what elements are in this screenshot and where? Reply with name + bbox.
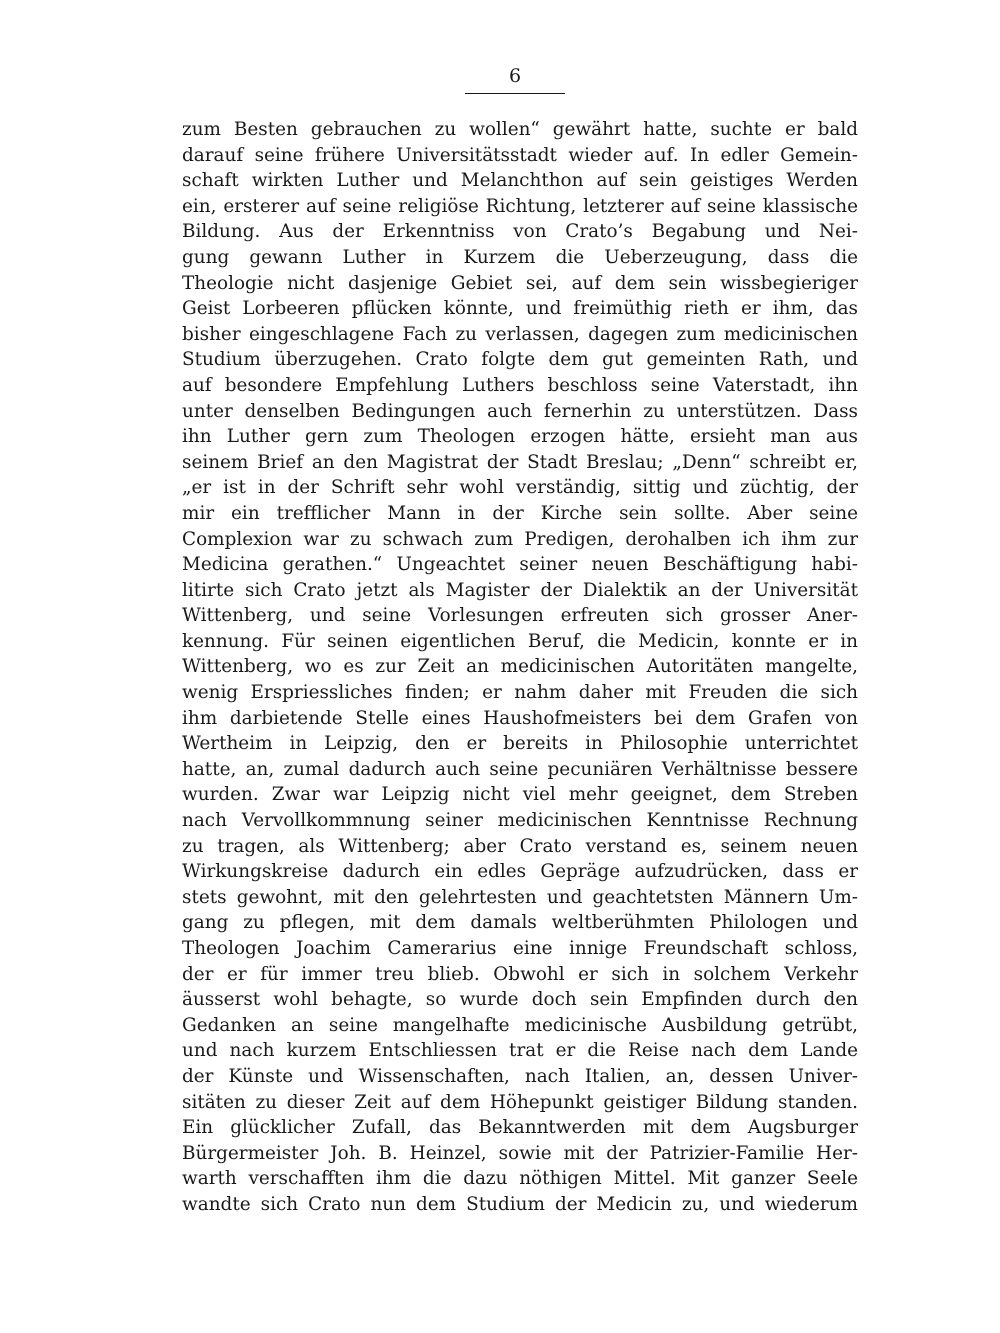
text-line: Ein glücklicher Zufall, das Bekanntwerden mit dem Augsburger	[182, 1117, 858, 1139]
text-line: stets gewohnt, mit den gelehrtesten und geachtetsten Männern Um-	[182, 886, 858, 908]
text-line: Wirkungskreise dadurch ein edles Gepräge aufzudrücken, dass er	[182, 861, 858, 883]
text-line: wandte sich Crato nun dem Studium der Medicin zu, und wiederum	[182, 1193, 858, 1215]
text-line: Geist Lorbeeren pflücken könnte, und freimüthig rieth er ihm, das	[182, 298, 858, 320]
text-line: zum Besten gebrauchen zu wollen“ gewährt hatte, suchte er bald	[182, 119, 858, 140]
body-text	[182, 117, 858, 1218]
text-line: Bildung. Aus der Erkenntniss von Crato’s Begabung und Nei-	[182, 221, 858, 243]
text-line: Medicina gerathen.“ Ungeachtet seiner neuen Beschäftigung habi-	[182, 554, 858, 576]
text-line: ihm darbietende Stelle eines Haushofmeisters bei dem Grafen von	[182, 707, 858, 729]
text-line: auf besondere Empfehlung Luthers beschloss seine Vaterstadt, ihn	[182, 374, 858, 396]
text-line: kennung. Für seinen eigentlichen Beruf, die Medicin, konnte er in	[182, 630, 858, 652]
text-line: seinem Brief an den Magistrat der Stadt Breslau; „Denn“ schreibt er,	[182, 451, 858, 473]
text-line: Gedanken an seine mangelhafte medicinische Ausbildung getrübt,	[182, 1014, 858, 1036]
text-line: äusserst wohl behagte, so wurde doch sein Empfinden durch den	[182, 989, 858, 1011]
text-line: der er für immer treu blieb. Obwohl er sich in solchem Verkehr	[182, 963, 858, 985]
text-line: Wittenberg, und seine Vorlesungen erfreuten sich grosser Aner-	[182, 605, 858, 627]
text-line: Theologie nicht dasjenige Gebiet sei, auf dem sein wissbegieriger	[182, 272, 858, 294]
text-line: litirte sich Crato jetzt als Magister der Dialektik an der Universität	[182, 579, 858, 601]
text-line: unter denselben Bedingungen auch fernerhin zu unterstützen. Dass	[182, 400, 858, 422]
text-line: gang zu pflegen, mit dem damals weltberühmten Philologen und	[182, 912, 858, 934]
text-line: bisher eingeschlagene Fach zu verlassen, dagegen zum medicinischen	[182, 323, 858, 345]
text-line: zu tragen, als Wittenberg; aber Crato verstand es, seinem neuen	[182, 835, 858, 857]
text-line: mir ein trefflicher Mann in der Kirche sein sollte. Aber seine	[182, 502, 858, 524]
text-line: „er ist in der Schrift sehr wohl verständig, sittig und züchtig, der	[182, 477, 858, 499]
text-line: der Künste und Wissenschaften, nach Italien, an, dessen Univer-	[182, 1065, 858, 1087]
text-line: Theologen Joachim Camerarius eine innige Freundschaft schloss,	[182, 938, 858, 959]
text-line: wenig Erspriessliches finden; er nahm daher mit Freuden die sich	[182, 682, 858, 704]
text-line: nach Vervollkommnung seiner medicinischen Kenntnisse Rechnung	[182, 810, 858, 832]
text-line: darauf seine frühere Universitätsstadt wieder auf. In edler Gemein-	[182, 144, 858, 166]
text-line: wurden. Zwar war Leipzig nicht viel mehr geeignet, dem Streben	[182, 784, 858, 806]
page-number: 6	[508, 65, 522, 87]
page-number-rule	[465, 93, 565, 94]
text-line: Wertheim in Leipzig, den er bereits in Philosophie unterrichtet	[182, 733, 858, 755]
text-line: Complexion war zu schwach zum Predigen, derohalben ich ihm zur	[182, 528, 858, 550]
text-line: schaft wirkten Luther und Melanchthon auf sein geistiges Werden	[182, 170, 858, 192]
text-line: und nach kurzem Entschliessen trat er die Reise nach dem Lande	[182, 1040, 858, 1062]
text-line: hatte, an, zumal dadurch auch seine pecuniären Verhältnisse bessere	[182, 758, 858, 780]
text-line: ihn Luther gern zum Theologen erzogen hätte, ersieht man aus	[182, 426, 858, 448]
text-line: warth verschafften ihm die dazu nöthigen Mittel. Mit ganzer Seele	[182, 1168, 858, 1190]
text-line: sitäten zu dieser Zeit auf dem Höhepunkt geistiger Bildung standen.	[182, 1091, 858, 1113]
text-line: gung gewann Luther in Kurzem die Ueberzeugung, dass die	[182, 246, 858, 268]
text-line: Bürgermeister Joh. B. Heinzel, sowie mit der Patrizier-Familie Her-	[182, 1142, 858, 1164]
text-line: Wittenberg, wo es zur Zeit an medicinischen Autoritäten mangelte,	[182, 656, 858, 678]
text-line: Studium überzugehen. Crato folgte dem gut gemeinten Rath, und	[182, 349, 858, 371]
text-line: ein, ersterer auf seine religiöse Richtung, letzterer auf seine klassische	[182, 195, 858, 217]
